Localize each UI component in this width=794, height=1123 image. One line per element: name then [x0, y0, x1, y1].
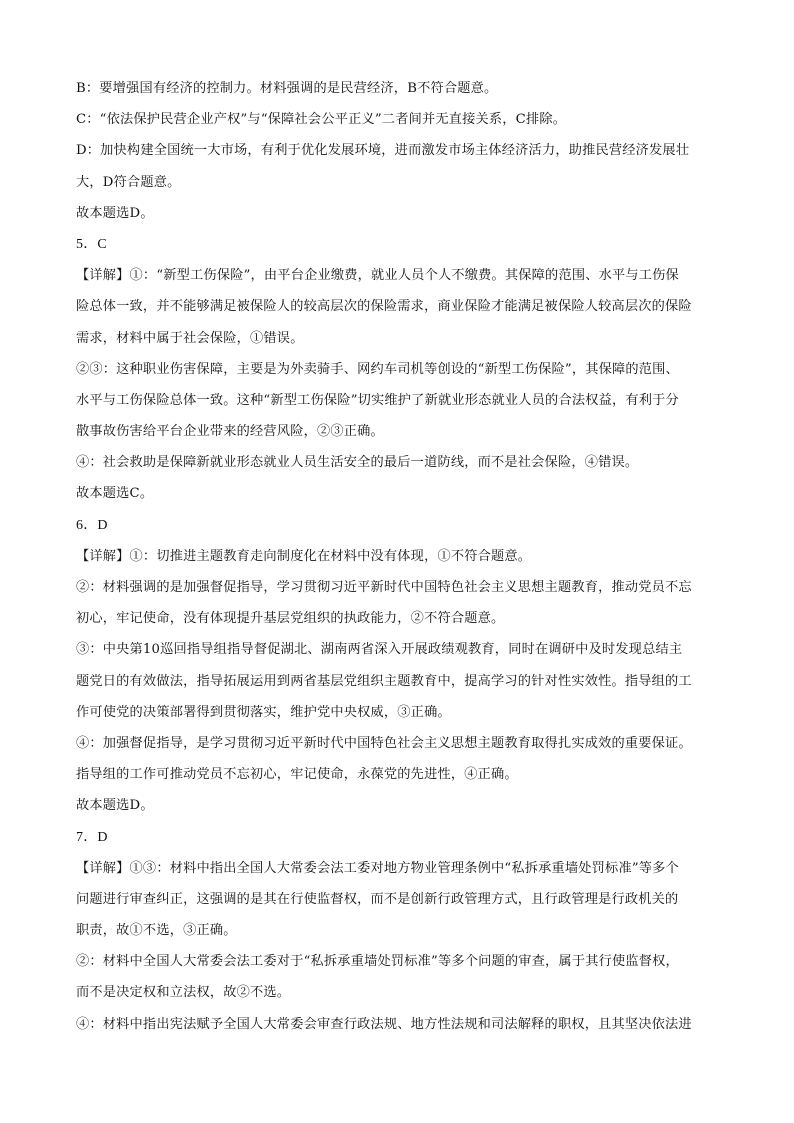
text-line: D：加快构建全国统一大市场，有利于优化发展环境，进而激发市场主体经济活力，助推民营经济发展壮: [76, 143, 690, 159]
text-line: 【详解】①：“新型工伤保险”，由平台企业缴费，就业人员个人不缴费。其保障的范围、水平与工伤保: [76, 268, 679, 284]
text-line: 指导组的工作可推动党员不忘初心，牢记使命，永葆党的先进性，④正确。: [76, 767, 518, 783]
text-line: ②：材料强调的是加强督促指导，学习贯彻习近平新时代中国特色社会主义思想主题教育，推动党员不忘: [76, 580, 692, 595]
text-line: C：“依法保护民营企业产权”与“保障社会公平正义”二者间并无直接关系，C排除。: [76, 112, 567, 128]
text-line: 初心，牢记使命，没有体现提升基层党组织的执政能力，②不符合题意。: [76, 611, 505, 627]
text-line: 题党日的有效做法，指导拓展运用到两省基层党组织主题教育中，提高学习的针对性实效性。指导组的工: [76, 673, 692, 689]
text-line: 而不是决定权和立法权，故②不选。: [76, 985, 291, 1001]
text-line: 故本题选D。: [76, 798, 154, 814]
text-line: 散事故伤害给平台企业带来的经营风险，②③正确。: [76, 424, 384, 440]
text-line: ②：材料中全国人大常委会法工委对于“私拆承重墙处罚标准”等多个问题的审查，属于其行使监督权，: [76, 954, 679, 970]
question-number: 6．D: [76, 517, 108, 533]
question-number: 5．C: [76, 236, 107, 252]
text-line: ④：加强督促指导，是学习贯彻习近平新时代中国特色社会主义思想主题教育取得扎实成效的重要保证。: [76, 735, 692, 751]
text-line: 职责，故①不选，③正确。: [76, 923, 237, 939]
text-line: 【详解】①③：材料中指出全国人大常委会法工委对地方物业管理条例中“私拆承重墙处罚标准”等多个: [76, 860, 679, 876]
text-line: 需求，材料中属于社会保险，①错误。: [76, 330, 304, 346]
text-line: 险总体一致，并不能够满足被保险人的较高层次的保险需求，商业保险才能满足被保险人较高层次的保险: [76, 299, 692, 315]
text-line: ④：社会救助是保障新就业形态就业人员生活安全的最后一道防线，而不是社会保险，④错误。: [76, 455, 639, 471]
text-line: ④：材料中指出宪法赋予全国人大常委会审查行政法规、地方性法规和司法解释的职权，且其坚决依法进: [76, 1016, 692, 1032]
text-line: 大，D符合题意。: [76, 174, 181, 190]
text-line: 故本题选D。: [76, 205, 154, 221]
text-line: 作可使党的决策部署得到贯彻落实，维护党中央权威，③正确。: [76, 704, 451, 720]
text-line: 问题进行审查纠正，这强调的是其在行使监督权，而不是创新行政管理方式，且行政管理是行政机关的: [76, 891, 679, 907]
text-line: 故本题选C。: [76, 486, 154, 502]
text-line: 【详解】①：切推进主题教育走向制度化在材料中没有体现，①不符合题意。: [76, 548, 532, 564]
text-line: ③：中央第10巡回指导组指导督促湖北、湖南两省深入开展政绩观教育，同时在调研中及时发现总结主: [76, 642, 683, 658]
text-line: ②③：这种职业伤害保障，主要是为外卖骑手、网约车司机等创设的“新型工伤保险”，其保障的范围、: [76, 361, 679, 377]
text-line: B：要增强国有经济的控制力。材料强调的是民营经济，B不符合题意。: [76, 81, 498, 96]
text-line: 水平与工伤保险总体一致。这种“新型工伤保险”切实维护了新就业形态就业人员的合法权益，有利于分: [76, 392, 679, 408]
question-number: 7．D: [76, 829, 108, 845]
